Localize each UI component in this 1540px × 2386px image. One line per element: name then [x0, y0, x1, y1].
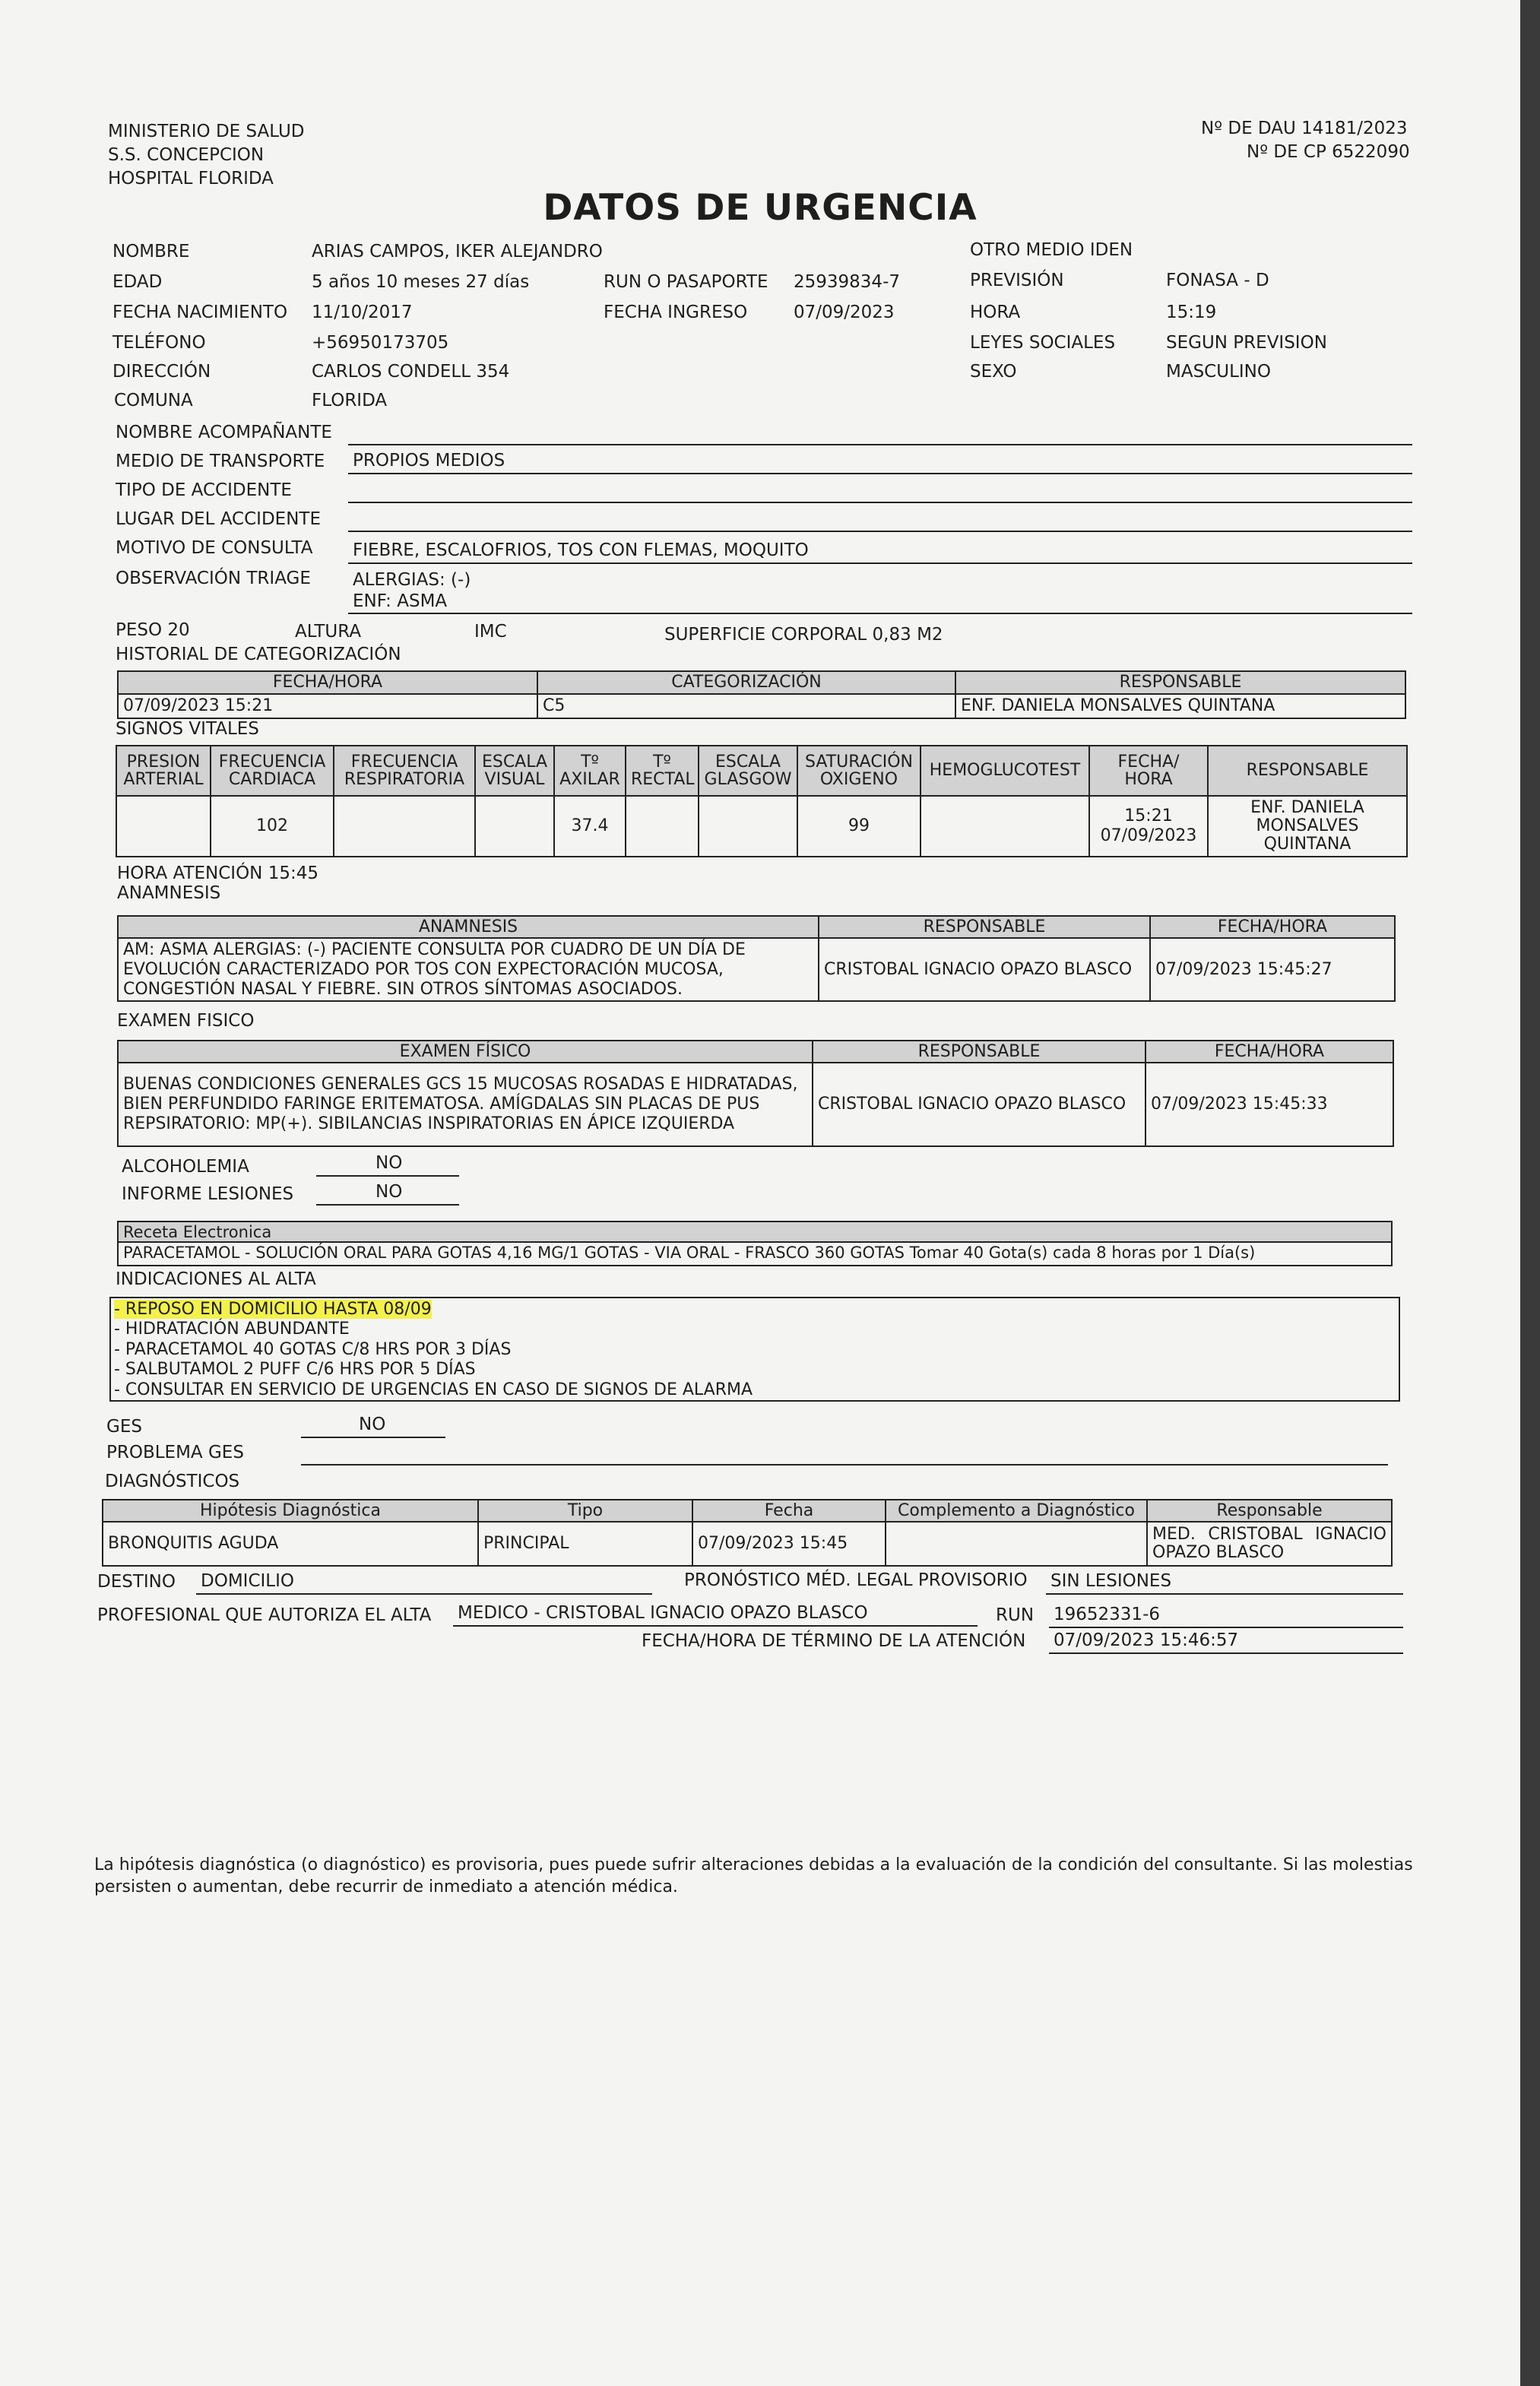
indicaciones-box — [109, 1297, 1400, 1402]
vitals-presion — [116, 796, 211, 857]
disclaimer: La hipótesis diagnóstica (o diagnóstico) es provisoria, pues puede sufrir alteraciones debidas a la evaluación de la condición del consultante. Si las molestias persisten o aumentan, debe recurrir de inmediato a atención médica. — [94, 1855, 1413, 1896]
hora-atencion: HORA ATENCIÓN 15:45 — [117, 863, 318, 883]
ges-label: GES — [106, 1417, 142, 1437]
diagnosticos-table — [102, 1499, 1393, 1567]
anamnesis-text: AM: ASMA ALERGIAS: (-) PACIENTE CONSULTA POR CUADRO DE UN DÍA DE EVOLUCIÓN CARACTERIZADO POR TOS CON EXPECTORACIÓN MUCOSA, CONGESTIÓN NASAL Y FIEBRE. SIN OTROS SÍNTOMAS ASOCIADOS. — [118, 938, 819, 1001]
cat-fecha: 07/09/2023 15:21 — [118, 694, 537, 718]
cat-header-categoria: CATEGORIZACIÓN — [537, 671, 955, 694]
vitals-glasgow — [699, 796, 797, 857]
anamnesis-header-fecha: FECHA/HORA — [1150, 916, 1395, 938]
document-title: DATOS DE URGENCIA — [543, 187, 978, 229]
lesiones-value: NO — [375, 1181, 403, 1202]
transporte-label: MEDIO DE TRANSPORTE — [116, 452, 325, 471]
acompanante-label: NOMBRE ACOMPAÑANTE — [116, 423, 332, 442]
anamnesis-label: ANAMNESIS — [117, 883, 221, 903]
indicacion-reposo: - REPOSO EN DOMICILIO HASTA 08/09 — [114, 1300, 432, 1319]
superficie-corporal: SUPERFICIE CORPORAL 0,83 M2 — [664, 625, 943, 645]
sexo-value: MASCULINO — [1166, 362, 1271, 382]
indicacion-consultar: - CONSULTAR EN SERVICIO DE URGENCIAS EN CASO DE SIGNOS DE ALARMA — [114, 1380, 753, 1399]
diag-fecha: 07/09/2023 15:45 — [692, 1522, 886, 1566]
vitals-fecha: 15:21 07/09/2023 — [1089, 796, 1208, 857]
vitals-header-frec-resp: FRECUENCIA RESPIRATORIA — [334, 746, 475, 796]
categorizacion-table — [117, 670, 1406, 719]
historial-label: HISTORIAL DE CATEGORIZACIÓN — [116, 645, 401, 664]
vitals-frec-resp — [334, 796, 475, 857]
vitals-header-glasgow: ESCALA GLASGOW — [699, 746, 797, 796]
run-medico-line — [1049, 1602, 1403, 1628]
org-line-3: HOSPITAL FLORIDA — [108, 169, 274, 189]
examen-text: BUENAS CONDICIONES GENERALES GCS 15 MUCOSAS ROSADAS E HIDRATADAS, BIEN PERFUNDIDO FARINGE ERITEMATOSA. AMÍGDALAS SIN PLACAS DE PUS REPSIRATORIO: MP(+). SIBILANCIAS INSPIRATORIAS EN ÁPICE IZQUIERDA — [118, 1063, 813, 1146]
examen-header-fecha: FECHA/HORA — [1145, 1041, 1393, 1063]
anamnesis-responsable: CRISTOBAL IGNACIO OPAZO BLASCO — [819, 938, 1150, 1001]
run-label: RUN O PASAPORTE — [604, 272, 768, 292]
indicacion-hidratacion: - HIDRATACIÓN ABUNDANTE — [114, 1320, 350, 1339]
destino-label: DESTINO — [97, 1572, 176, 1592]
destino-line — [196, 1569, 652, 1595]
cat-responsable: ENF. DANIELA MONSALVES QUINTANA — [955, 694, 1405, 718]
alcoholemia-value: NO — [375, 1152, 403, 1173]
tipo-accidente-line — [348, 476, 1412, 503]
acompanante-line — [348, 418, 1412, 445]
diag-header-tipo: Tipo — [478, 1500, 692, 1522]
triage-line — [348, 613, 1412, 614]
edad-value: 5 años 10 meses 27 días — [312, 272, 530, 292]
profesional-line — [453, 1601, 978, 1627]
transporte-line — [348, 447, 1412, 474]
vitals-table — [116, 745, 1408, 857]
vitals-header-presion: PRESION ARTERIAL — [116, 746, 211, 796]
diag-header-responsable: Responsable — [1147, 1500, 1392, 1522]
diag-responsable: MED. CRISTOBAL IGNACIO OPAZO BLASCO — [1147, 1522, 1392, 1566]
vitals-t-rectal — [626, 796, 699, 857]
run-medico-value: 19652331-6 — [1054, 1604, 1160, 1624]
fnac-label: FECHA NACIMIENTO — [112, 303, 288, 322]
pronostico-label: PRONÓSTICO MÉD. LEGAL PROVISORIO — [684, 1570, 1028, 1590]
vitals-t-axilar: 37.4 — [554, 796, 626, 857]
examen-responsable: CRISTOBAL IGNACIO OPAZO BLASCO — [813, 1063, 1145, 1146]
telefono-label: TELÉFONO — [112, 333, 206, 353]
vitals-header-saturacion: SATURACIÓN OXIGENO — [797, 746, 921, 796]
triage-alergias: ALERGIAS: (-) — [353, 570, 471, 590]
motivo-label: MOTIVO DE CONSULTA — [116, 538, 313, 558]
alcoholemia-line — [316, 1151, 459, 1177]
anamnesis-table — [117, 915, 1396, 1002]
vitals-header-t-axilar: Tº AXILAR — [554, 746, 626, 796]
vitals-saturacion: 99 — [797, 796, 921, 857]
direccion-value: CARLOS CONDELL 354 — [312, 362, 510, 382]
edad-label: EDAD — [112, 272, 163, 292]
ges-line — [301, 1412, 445, 1438]
receta-box — [117, 1221, 1393, 1266]
pronostico-line — [1046, 1569, 1403, 1595]
anamnesis-fecha: 07/09/2023 15:45:27 — [1150, 938, 1395, 1001]
org-line-1: MINISTERIO DE SALUD — [108, 122, 305, 141]
pronostico-value: SIN LESIONES — [1050, 1570, 1172, 1591]
profesional-label: PROFESIONAL QUE AUTORIZA EL ALTA — [97, 1605, 432, 1625]
termino-label: FECHA/HORA DE TÉRMINO DE LA ATENCIÓN — [642, 1631, 1026, 1651]
problema-ges-line — [301, 1440, 1388, 1466]
diag-header-complemento: Complemento a Diagnóstico — [886, 1500, 1147, 1522]
direccion-label: DIRECCIÓN — [112, 362, 211, 382]
vitals-header-responsable: RESPONSABLE — [1208, 746, 1407, 796]
motivo-value: FIEBRE, ESCALOFRIOS, TOS CON FLEMAS, MOQUITO — [353, 540, 809, 560]
diag-hipotesis: BRONQUITIS AGUDA — [103, 1522, 478, 1566]
lesiones-label: INFORME LESIONES — [122, 1184, 294, 1204]
examen-table — [117, 1040, 1394, 1147]
vitals-responsable: ENF. DANIELA MONSALVES QUINTANA — [1208, 796, 1407, 857]
vitals-header-hgt: HEMOGLUCOTEST — [921, 746, 1089, 796]
examen-header: EXAMEN FÍSICO — [118, 1041, 813, 1063]
receta-label: Receta Electronica — [119, 1222, 1391, 1243]
diag-header-fecha: Fecha — [692, 1500, 886, 1522]
fingreso-label: FECHA INGRESO — [604, 303, 748, 322]
profesional-value: MEDICO - CRISTOBAL IGNACIO OPAZO BLASCO — [458, 1602, 868, 1623]
diagnosticos-label: DIAGNÓSTICOS — [105, 1472, 240, 1491]
otro-medio-label: OTRO MEDIO IDEN — [970, 240, 1133, 260]
indicacion-paracetamol: - PARACETAMOL 40 GOTAS C/8 HRS POR 3 DÍAS — [114, 1339, 512, 1359]
fnac-value: 11/10/2017 — [312, 303, 413, 322]
diag-complemento — [886, 1522, 1147, 1566]
dau-number: Nº DE DAU 14181/2023 — [1201, 119, 1408, 138]
cp-number: Nº DE CP 6522090 — [1247, 142, 1410, 162]
anamnesis-header-responsable: RESPONSABLE — [819, 916, 1150, 938]
receta-text: PARACETAMOL - SOLUCIÓN ORAL PARA GOTAS 4,16 MG/1 GOTAS - VIA ORAL - FRASCO 360 GOTAS Tomar 40 Gota(s) cada 8 horas por 1 Día(s) — [123, 1244, 1256, 1262]
prevision-value: FONASA - D — [1166, 271, 1269, 290]
termino-line — [1049, 1628, 1403, 1654]
telefono-value: +56950173705 — [312, 333, 449, 353]
nombre-label: NOMBRE — [112, 242, 190, 261]
tipo-accidente-label: TIPO DE ACCIDENTE — [116, 480, 292, 500]
examen-header-responsable: RESPONSABLE — [813, 1041, 1145, 1063]
vitals-header-escala-visual: ESCALA VISUAL — [475, 746, 554, 796]
problema-ges-label: PROBLEMA GES — [106, 1443, 244, 1462]
anamnesis-header: ANAMNESIS — [118, 916, 819, 938]
fingreso-value: 07/09/2023 — [794, 303, 895, 322]
triage-enf: ENF: ASMA — [353, 591, 448, 611]
lugar-accidente-line — [348, 505, 1412, 532]
ges-value: NO — [359, 1414, 386, 1434]
motivo-line — [348, 537, 1412, 564]
vitals-header-t-rectal: Tº RECTAL — [626, 746, 699, 796]
org-line-2: S.S. CONCEPCION — [108, 145, 265, 165]
diag-header-hipotesis: Hipótesis Diagnóstica — [103, 1500, 478, 1522]
vitals-label: SIGNOS VITALES — [116, 719, 259, 739]
comuna-label: COMUNA — [114, 391, 193, 410]
lugar-accidente-label: LUGAR DEL ACCIDENTE — [116, 509, 321, 529]
altura: ALTURA — [295, 622, 362, 642]
vitals-header-frec-cardiaca: FRECUENCIA CARDIACA — [211, 746, 334, 796]
cat-header-fecha: FECHA/HORA — [118, 671, 537, 694]
hora-value: 15:19 — [1166, 303, 1217, 322]
cat-categoria: C5 — [537, 694, 955, 718]
destino-value: DOMICILIO — [201, 1570, 294, 1591]
vitals-hgt — [921, 796, 1089, 857]
triage-label: OBSERVACIÓN TRIAGE — [116, 569, 311, 588]
indicacion-salbutamol: - SALBUTAMOL 2 PUFF C/6 HRS POR 5 DÍAS — [114, 1360, 476, 1380]
lesiones-line — [316, 1180, 459, 1206]
vitals-frec-cardiaca: 102 — [211, 796, 334, 857]
leyes-value: SEGUN PREVISION — [1166, 333, 1327, 353]
examen-label: EXAMEN FISICO — [117, 1011, 255, 1031]
run-medico-label: RUN — [996, 1605, 1035, 1625]
vitals-escala-visual — [475, 796, 554, 857]
termino-value: 07/09/2023 15:46:57 — [1054, 1630, 1239, 1650]
transporte-value: PROPIOS MEDIOS — [353, 450, 505, 471]
examen-fecha: 07/09/2023 15:45:33 — [1145, 1063, 1393, 1146]
comuna-value: FLORIDA — [312, 391, 388, 410]
alcoholemia-label: ALCOHOLEMIA — [122, 1157, 249, 1177]
hora-label: HORA — [970, 303, 1021, 322]
prevision-label: PREVISIÓN — [970, 271, 1064, 290]
nombre-value: ARIAS CAMPOS, IKER ALEJANDRO — [312, 242, 603, 261]
sexo-label: SEXO — [970, 362, 1017, 382]
peso: PESO 20 — [116, 620, 190, 640]
leyes-label: LEYES SOCIALES — [970, 333, 1116, 353]
cat-header-responsable: RESPONSABLE — [955, 671, 1405, 694]
run-value: 25939834-7 — [794, 272, 900, 292]
indicaciones-label: INDICACIONES AL ALTA — [116, 1269, 316, 1289]
diag-tipo: PRINCIPAL — [478, 1522, 692, 1566]
vitals-header-fecha: FECHA/ HORA — [1089, 746, 1208, 796]
imc: IMC — [474, 622, 507, 642]
